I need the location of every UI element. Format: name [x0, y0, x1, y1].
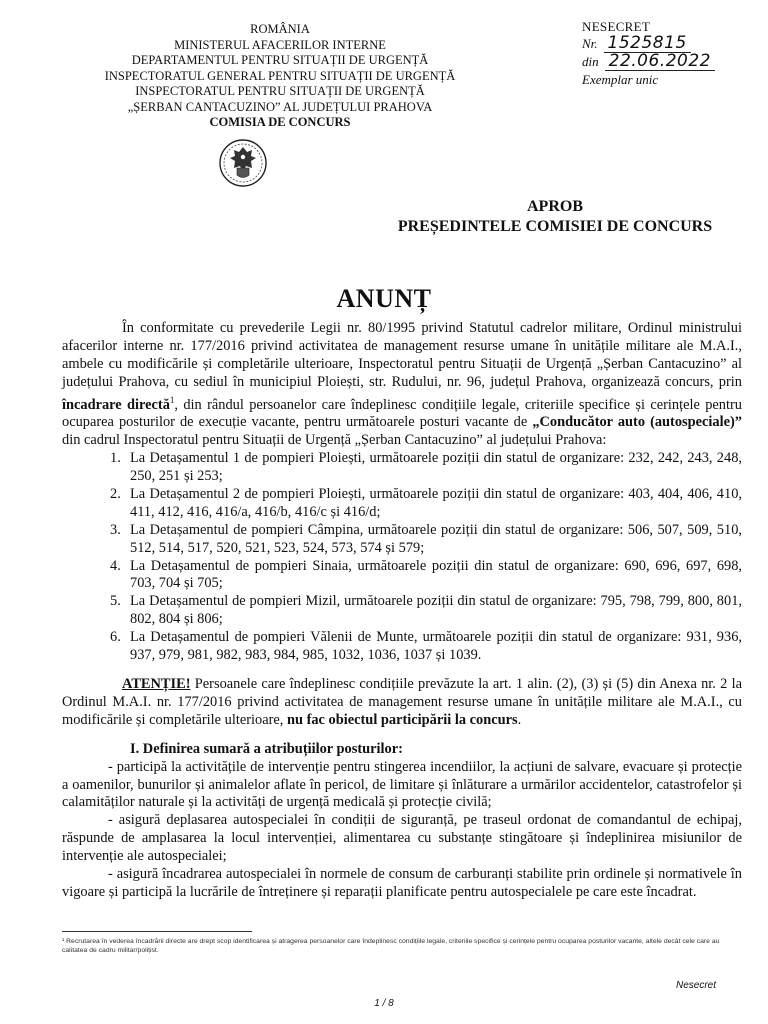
header-line-commission: COMISIA DE CONCURS [209, 115, 351, 129]
approval-line1: APROB [527, 198, 583, 215]
list-item-number: 3. [110, 521, 121, 538]
intro-text-2: , din rândul persoanelor care îndeplinesc condițiile legale, criteriile specifice și cerințele pentru ocuparea posturilor de execuție vacante, pentru următoarele posturi vacante de [62, 396, 742, 431]
duty-item: - asigură deplasarea autospecialei în condiții de siguranță, pe traseul ordonat de comandantul de echipaj, răspunde de amplasarea la locul intervenției, alimentarea cu substanțe stingătoare și îndeplinirea misiunilor de intervenție ale autospecialei; [62, 812, 742, 865]
intro-text-3: din cadrul Inspectoratul pentru Situații de Urgență „Șerban Cantacuzino” al județului Prahova: [62, 432, 607, 449]
list-item [62, 558, 742, 594]
footer-classification: Nesecret [676, 980, 717, 991]
approval-block [370, 197, 740, 237]
list-item-text: La Detașamentul de pompieri Vălenii de Munte, următoarele poziții din statul de organizare: 931, 936, 937, 979, 981, 982, 983, 984, 985, 1032, 1036, 1037 și 1039. [130, 629, 742, 664]
page-number: 1 / 8 [374, 998, 394, 1009]
intro-paragraph [62, 320, 742, 450]
intro-bold-direct-hire: încadrare directă [62, 396, 170, 413]
coat-of-arms-icon [218, 138, 268, 188]
classification-label: NESECRET [582, 19, 651, 34]
list-item [62, 629, 742, 665]
positions-list [62, 450, 742, 665]
registration-number: 1525815 [604, 35, 691, 53]
header-line-inspectorate: INSPECTORATUL PENTRU SITUAȚII DE URGENȚĂ [135, 84, 425, 98]
list-item-number: 5. [110, 593, 121, 610]
document-body [62, 320, 742, 902]
list-item-number: 4. [110, 557, 121, 574]
duty-item: - asigură încadrarea autospecialei în normele de consum de carburanți stabilite prin ordinele și normativele în vigoare și participă la lucrările de întreținere și reparații planificate pentru autospecialele pe care este încadrat. [62, 866, 742, 900]
section-title: I. Definirea sumară a atribuțiilor posturilor: [130, 740, 403, 757]
institution-header [60, 22, 500, 131]
footnote: ¹ Recrutarea în vederea încadrării directe are drept scop identificarea și atragerea persoanelor care îndeplinesc condițiile legale, criteriile specifice și cerințele pentru ocuparea posturilor vacante, altele decât cele care au calitatea de cadru militar/polițist. [62, 938, 720, 954]
list-item-text: La Detașamentul 1 de pompieri Ploiești, următoarele poziții din statul de organizare: 232, 242, 243, 248, 250, 251 și 253; [130, 450, 742, 485]
attention-bold: nu fac obiectul participării la concurs [286, 711, 518, 728]
list-item-text: La Detașamentul de pompieri Câmpina, următoarele poziții din statul de organizare: 506, 507, 509, 510, 512, 514, 517, 520, 521, 523, 524, 573, 574 și 579; [130, 521, 742, 556]
header-line-country: ROMÂNIA [250, 22, 310, 36]
classification-block [582, 18, 752, 88]
header-line-department: DEPARTAMENTUL PENTRU SITUAȚII DE URGENȚĂ [131, 53, 429, 67]
attention-end: . [517, 711, 522, 728]
header-line-ministry: MINISTERUL AFACERILOR INTERNE [174, 37, 386, 52]
list-item-text: La Detașamentul de pompieri Sinaia, următoarele poziții din statul de organizare: 690, 696, 697, 698, 703, 704 și 705; [130, 557, 742, 592]
footnote-marker: 1 [169, 394, 175, 405]
list-item [62, 486, 742, 522]
intro-bold-position: „Conducător auto (autospeciale)” [532, 414, 742, 431]
list-item [62, 593, 742, 629]
list-item-text: La Detașamentul 2 de pompieri Ploiești, următoarele poziții din statul de organizare: 403, 404, 406, 410, 411, 412, 416, 416/a, 416/b, 416/c și 416/d; [130, 485, 742, 520]
list-item-number: 2. [110, 485, 121, 502]
header-line-county: „ȘERBAN CANTACUZINO” AL JUDEȚULUI PRAHOVA [127, 99, 433, 114]
intro-text-1: În conformitate cu prevederile Legii nr. 80/1995 privind Statutul cadrelor militare, Ordinul ministrului afacerilor interne nr. 177/2016 privind activitatea de management resurse umane în unitățile militare ale M.A.I., ambele cu modificările și completările ulterioare, Inspectoratul pentru Situații de Urgență „Șerban Cantacuzino” al județului Prahova, cu sediul în municipiul Ploiești, str. Rudului, nr. 96, județul Prahova, organizează concurs, prin [62, 320, 742, 390]
nr-label: Nr. [582, 36, 598, 51]
duty-item: - participă la activitățile de intervenție pentru stingerea incendiilor, la acțiuni de salvare, evacuare și protecție a oamenilor, bunurilor și animalelor aflate în pericol, de limitare și înlăturare a urmărilor accidentelor, catastrofelor și calamităților naturale și la activități de urgență medicală și protecție civilă; [62, 758, 742, 811]
header-line-general-inspectorate: INSPECTORATUL GENERAL PENTRU SITUAȚII DE URGENȚĂ [104, 68, 456, 83]
list-item [62, 522, 742, 558]
footnote-divider [62, 931, 252, 932]
attention-text: Persoanele care îndeplinesc condițiile prevăzute la art. 1 alin. (2), (3) și (5) din Anexa nr. 2 la Ordinul M.A.I. nr. 177/2016 privind activitatea de management resurse umane în unitățile militare ale M.A.I., cu modificările și completările ulterioare, [62, 676, 742, 728]
list-item-number: 1. [110, 450, 121, 467]
document-title: ANUNȚ [336, 284, 432, 313]
list-item-text: La Detașamentul de pompieri Mizil, următoarele poziții din statul de organizare: 795, 798, 799, 800, 801, 802, 804 și 806; [130, 593, 742, 628]
list-item [62, 450, 742, 486]
approval-line2: PREȘEDINTELE COMISIEI DE CONCURS [397, 218, 713, 235]
registration-date-row [582, 53, 752, 71]
copy-note: Exemplar unic [582, 72, 659, 87]
attention-label: ATENȚIE! [122, 676, 191, 693]
registration-date: 22.06.2022 [605, 53, 715, 71]
attention-paragraph [62, 676, 742, 730]
din-label: din [582, 54, 599, 69]
list-item-number: 6. [110, 629, 121, 646]
